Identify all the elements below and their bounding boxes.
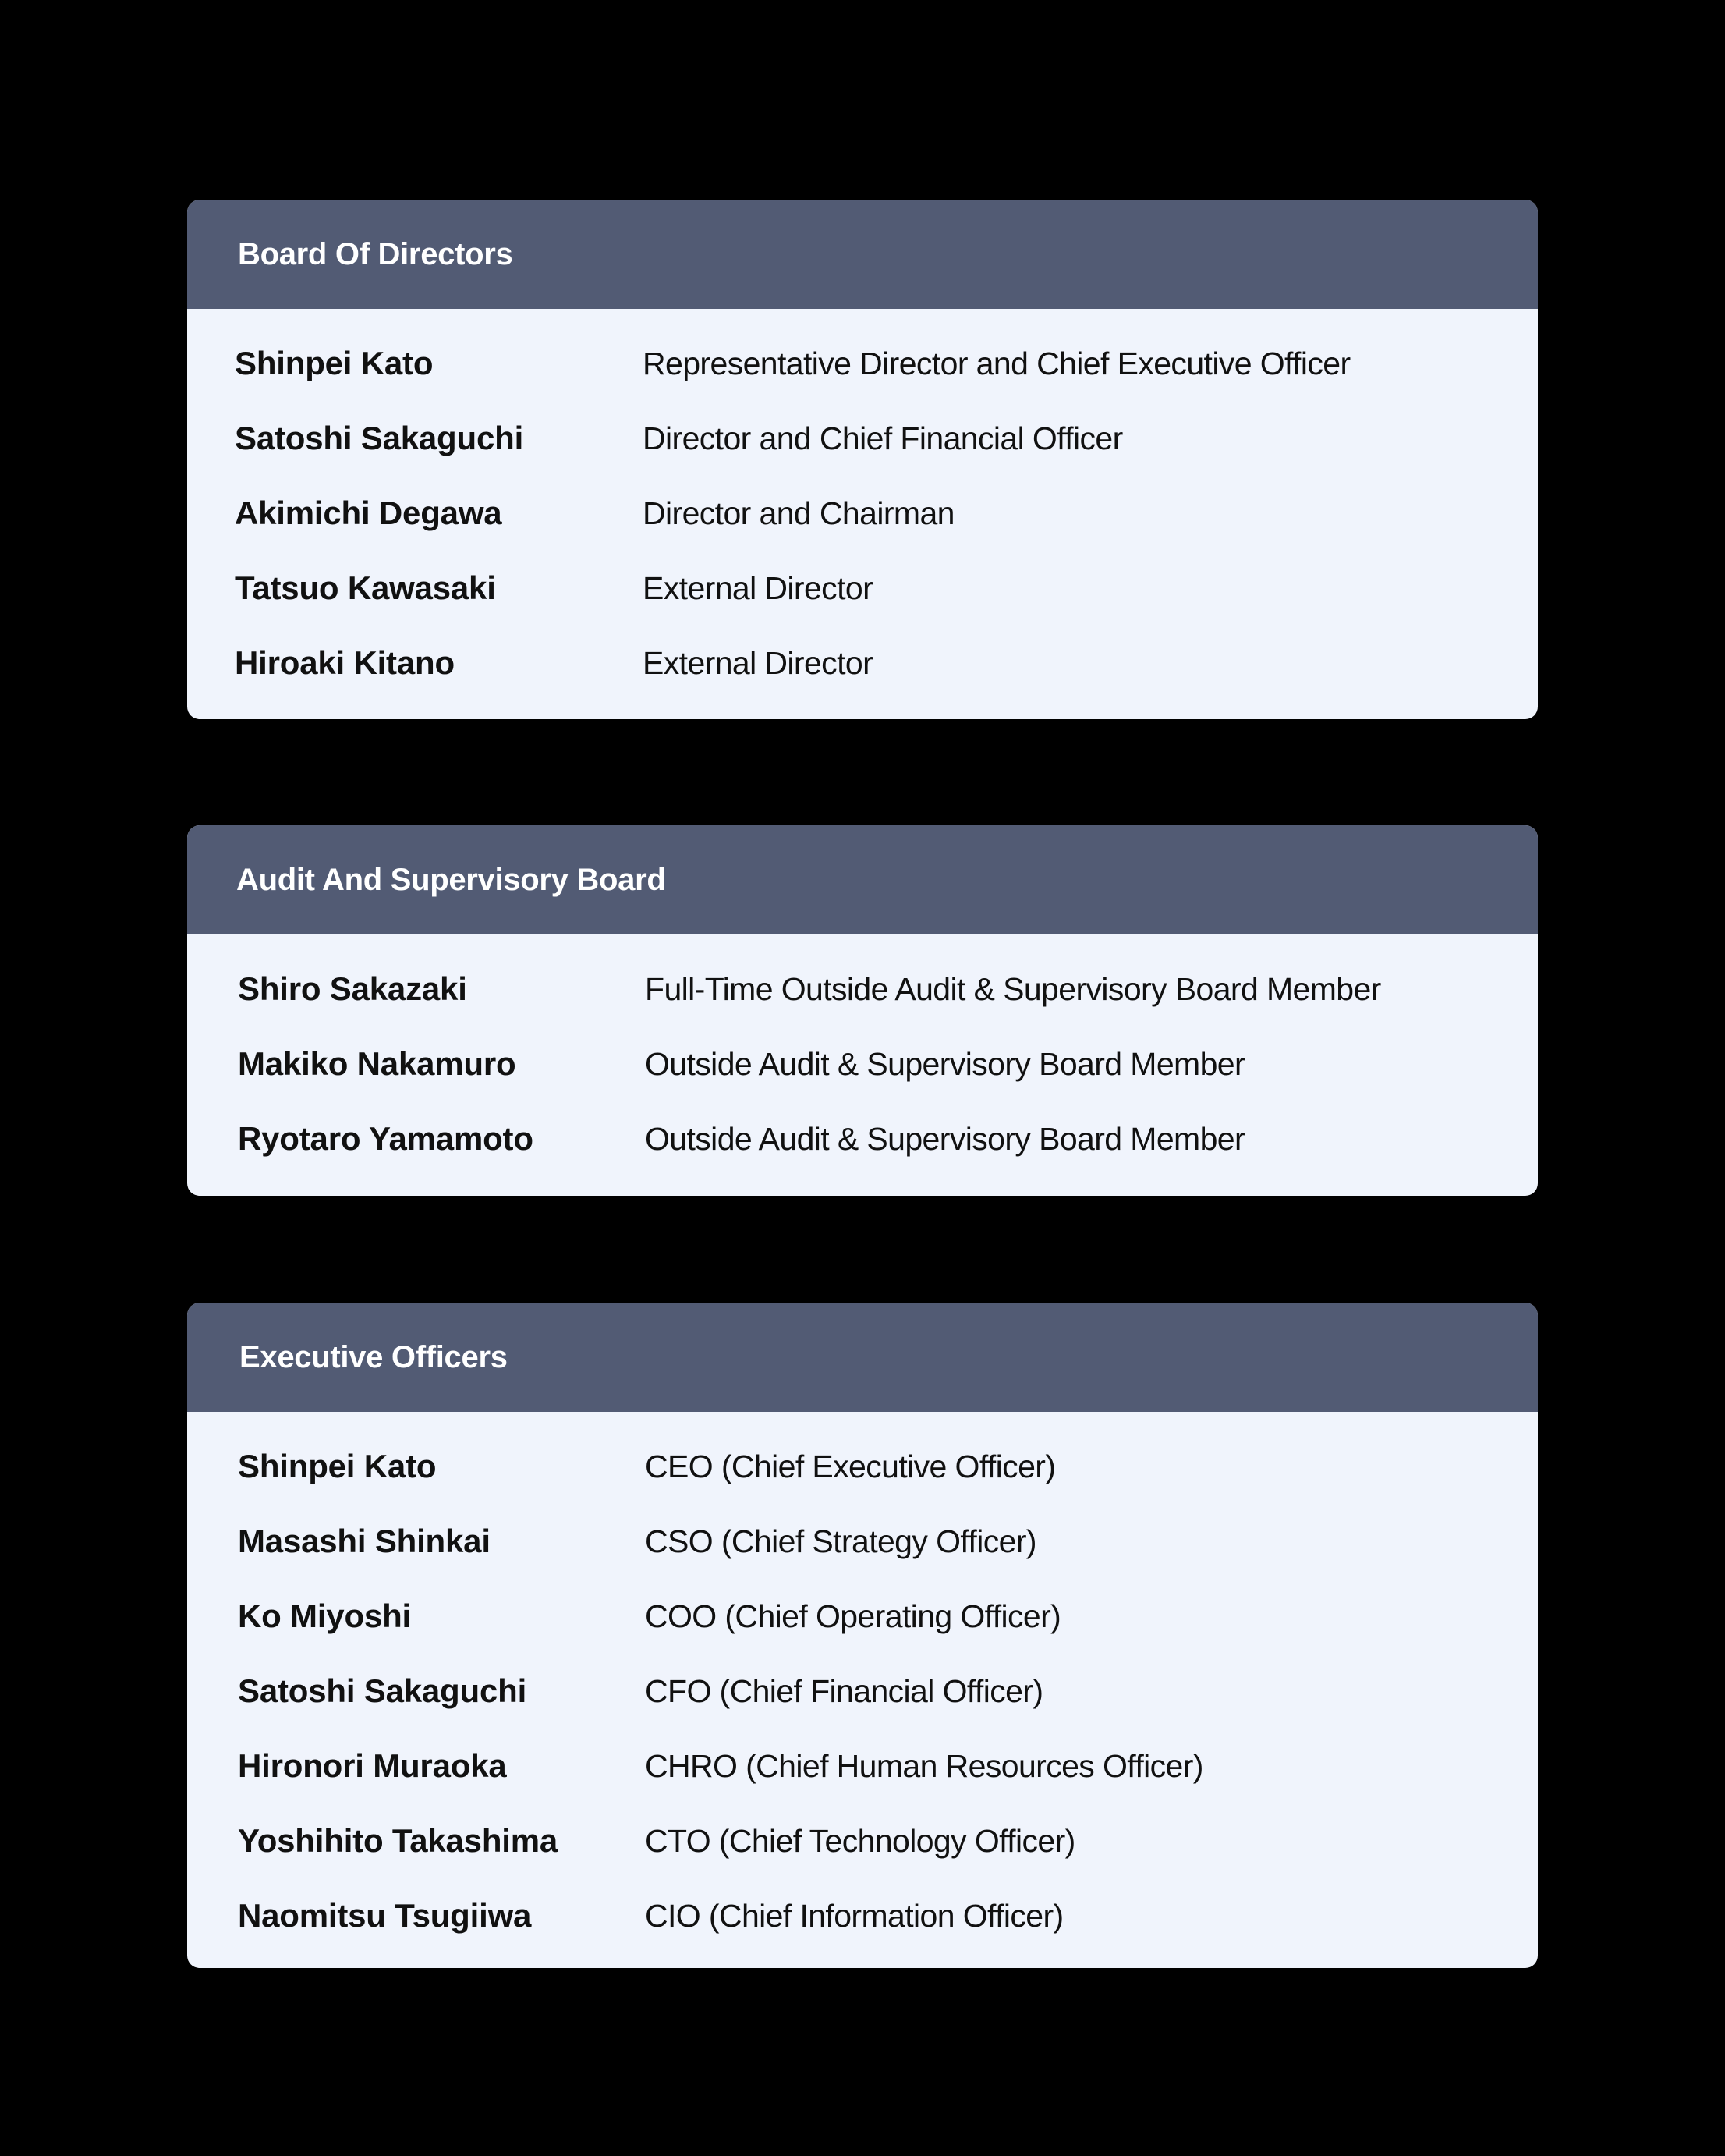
member-role: CEO (Chief Executive Officer) xyxy=(645,1448,1056,1484)
member-role: CFO (Chief Financial Officer) xyxy=(645,1672,1043,1709)
member-role: CIO (Chief Information Officer) xyxy=(645,1897,1064,1934)
member-name: Ryotaro Yamamoto xyxy=(238,1120,533,1157)
member-name: Masashi Shinkai xyxy=(238,1523,491,1559)
member-row xyxy=(187,326,1538,401)
member-name: Tatsuo Kawasaki xyxy=(235,569,496,606)
member-name: Shiro Sakazaki xyxy=(238,970,467,1007)
member-name: Hironori Muraoka xyxy=(238,1747,507,1784)
member-role: Full-Time Outside Audit & Supervisory Board Member xyxy=(645,970,1381,1007)
board-of-directors-card xyxy=(187,200,1538,719)
member-row xyxy=(187,551,1538,626)
member-row xyxy=(187,1504,1538,1579)
member-list xyxy=(187,1412,1538,1968)
member-row xyxy=(187,1729,1538,1803)
member-role: Representative Director and Chief Executive Officer xyxy=(643,345,1351,381)
member-row xyxy=(187,401,1538,476)
member-role: CSO (Chief Strategy Officer) xyxy=(645,1523,1036,1559)
member-name: Shinpei Kato xyxy=(238,1448,437,1484)
card-header xyxy=(187,1303,1538,1412)
member-role: External Director xyxy=(643,569,873,606)
member-name: Satoshi Sakaguchi xyxy=(238,1672,527,1709)
member-name: Satoshi Sakaguchi xyxy=(235,420,524,456)
member-list xyxy=(187,309,1538,718)
member-role: Outside Audit & Supervisory Board Member xyxy=(645,1045,1245,1082)
member-name: Yoshihito Takashima xyxy=(238,1822,558,1859)
member-role: External Director xyxy=(643,644,873,681)
executive-officers-card xyxy=(187,1303,1538,1968)
member-row xyxy=(187,626,1538,700)
section-title: Executive Officers xyxy=(239,1339,508,1374)
section-title: Board Of Directors xyxy=(238,236,513,271)
member-row xyxy=(187,476,1538,551)
audit-supervisory-board-card xyxy=(187,825,1538,1196)
section-title: Audit And Supervisory Board xyxy=(236,862,666,897)
member-list xyxy=(187,934,1538,1193)
member-row xyxy=(187,1027,1538,1101)
member-role: Outside Audit & Supervisory Board Member xyxy=(645,1120,1245,1157)
member-role: CTO (Chief Technology Officer) xyxy=(645,1822,1075,1859)
member-name: Naomitsu Tsugiiwa xyxy=(238,1897,532,1934)
member-row xyxy=(187,1101,1538,1176)
member-name: Makiko Nakamuro xyxy=(238,1045,516,1082)
card-header xyxy=(187,200,1538,309)
member-role: COO (Chief Operating Officer) xyxy=(645,1597,1061,1634)
member-row xyxy=(187,1654,1538,1729)
member-row xyxy=(187,1878,1538,1953)
member-role: Director and Chief Financial Officer xyxy=(643,420,1123,456)
card-header xyxy=(187,825,1538,934)
member-role: CHRO (Chief Human Resources Officer) xyxy=(645,1747,1203,1784)
member-row xyxy=(187,952,1538,1027)
member-row xyxy=(187,1579,1538,1654)
member-name: Akimichi Degawa xyxy=(235,495,502,531)
member-name: Shinpei Kato xyxy=(235,345,434,381)
member-row xyxy=(187,1803,1538,1878)
member-name: Hiroaki Kitano xyxy=(235,644,455,681)
member-role: Director and Chairman xyxy=(643,495,955,531)
member-name: Ko Miyoshi xyxy=(238,1597,412,1634)
member-row xyxy=(187,1429,1538,1504)
